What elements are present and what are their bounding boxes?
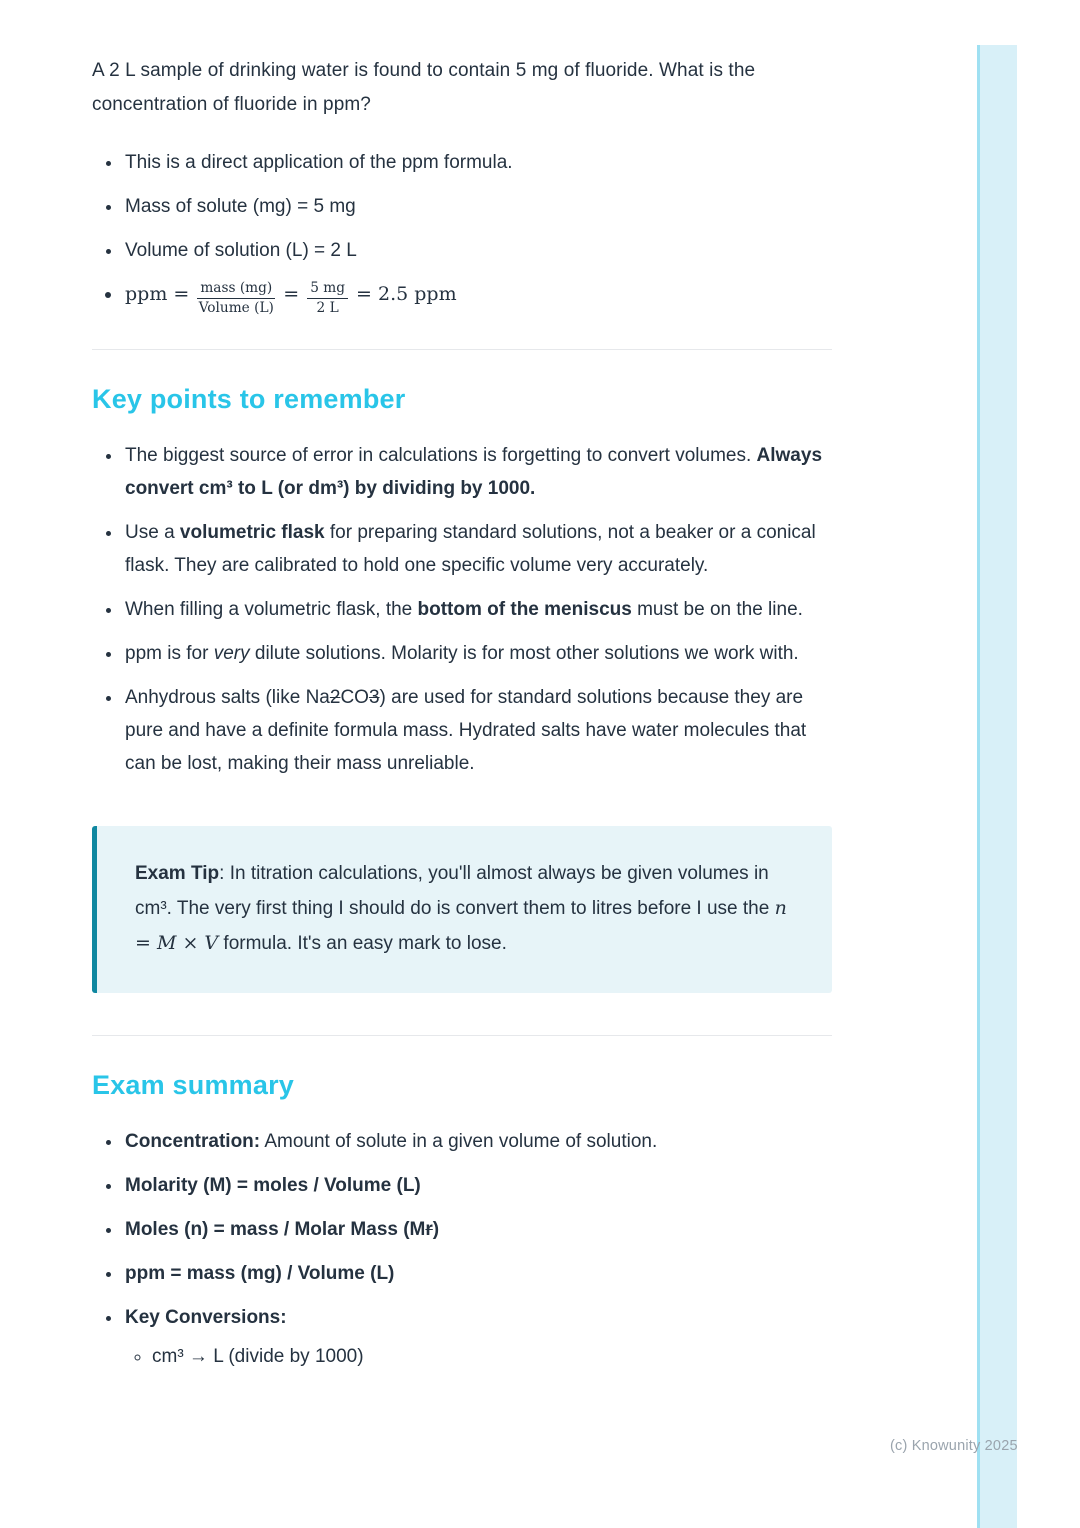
list-item: • Molarity (M) = moles / Volume (L) (123, 1169, 832, 1202)
section-divider (92, 349, 832, 350)
list-item: • Moles (n) = mass / Molar Mass (Mr) (123, 1213, 832, 1246)
conversions-sublist (125, 1340, 832, 1373)
exam-tip-text: Exam Tip: In titration calculations, you'll almost always be given volumes in cm³. The very first thing I should do is convert them to litres before I use the n = M × V formula. It's an easy mark to lose. (135, 862, 787, 954)
list-item: • When filling a volumetric flask, the bottom of the meniscus must be on the line. (123, 593, 832, 626)
key-points-heading: Key points to remember (92, 383, 406, 414)
page-edge-strip (977, 45, 1017, 1528)
list-item-text: Key Conversions: (125, 1306, 287, 1328)
list-item (123, 1301, 832, 1373)
list-item: • Concentration: Amount of solute in a given volume of solution. (123, 1125, 832, 1158)
key-points-list (92, 439, 832, 780)
list-item: • Mass of solute (mg) = 5 mg (123, 190, 832, 223)
list-item: • This is a direct application of the ppm formula. (123, 146, 832, 179)
list-item: • The biggest source of error in calculations is forgetting to convert volumes. Always convert cm³ to L (or dm³) by dividing by 1000. (123, 439, 832, 505)
exam-tip-box (92, 826, 832, 993)
list-item: • Anhydrous salts (like Na2CO3) are used for standard solutions because they are pure and have a definite formula mass. Hydrated salts have water molecules that can be lost, making their mass unreliable. (123, 681, 832, 780)
list-item: • Use a volumetric flask for preparing standard solutions, not a beaker or a conical flask. They are calibrated to hold one specific volume very accurately. (123, 516, 832, 582)
section-divider (92, 1035, 832, 1036)
list-item: • ppm = mass (mg) / Volume (L) (123, 1257, 832, 1290)
question-paragraph: A 2 L sample of drinking water is found to contain 5 mg of fluoride. What is the concentration of fluoride in ppm? (92, 60, 756, 115)
list-item: • Volume of solution (L) = 2 L (123, 234, 832, 267)
ppm-formula: • ppm = $\frac{\text{mass (mg)}}{\text{Volume (L)}}$ = $\frac{5 mg}{2 L}$ = 2.5 ppm (123, 278, 832, 317)
ppm-example-list (92, 146, 832, 317)
notes-content (92, 54, 832, 1384)
sub-list-item: ◦ cm³ → L (divide by 1000) (152, 1340, 832, 1373)
list-item: • ppm is for very dilute solutions. Molarity is for most other solutions we work with. (123, 637, 832, 670)
exam-summary-list (92, 1125, 832, 1373)
copyright-footer: (c) Knowunity 2025 (890, 1438, 1018, 1454)
exam-summary-heading: Exam summary (92, 1069, 295, 1100)
